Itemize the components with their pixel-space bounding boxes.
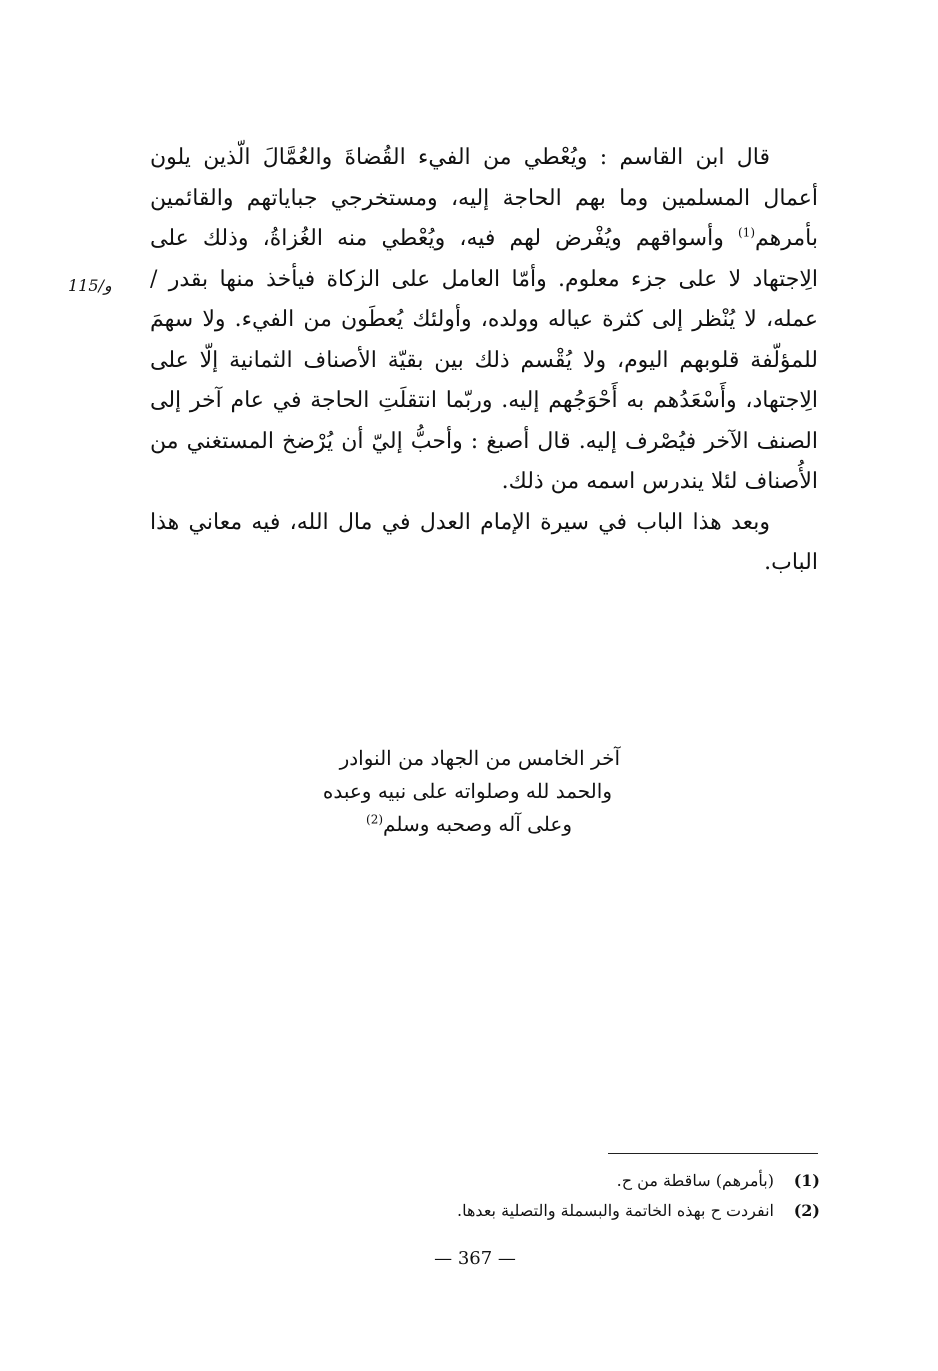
footnote-marker-1: (1) [737,225,755,240]
paragraph-2: وبعد هذا الباب في سيرة الإمام العدل في مال الله، فيه معاني هذا الباب. [150,509,818,575]
paragraph-1-text-start: قال ابن القاسم : ويُعْطي من الفيء القُضاةَ والعُمَّالَ الّذين يلون أعمال المسلمين وما بهم الحاجة إليه، ومستخرجي جباياتهم والقائمين بأمرهم [150,145,818,251]
main-text-block [150,138,818,584]
footnote-number: (1) [793,1171,820,1190]
colophon-line-3 [300,808,640,841]
manuscript-folio-note: 115/و [68,276,112,295]
paragraph-1 [150,138,818,503]
footnote-1 [380,1166,820,1196]
footnote-text: انفردت ح بهذه الخاتمة والبسملة والتصلية بعدها. [457,1201,774,1220]
paragraph-1-text-end: وأسواقهم ويُفْرض لهم فيه، ويُعْطي منه الغُزاةُ، وذلك على الِاجتهاد لا على جزء معلوم. وأمّا العامل على الزكاة فيأخذ منها بقدر / عمله، لا يُنْظر إلى كثرة عياله وولده، وأولئك يُعطَون من الفيء. ولا سهمَ للمؤلّفة قلوبهم اليوم، ولا يُقْسم ذلك بين بقيّة الأصناف الثمانية إلّا على الِاجتهاد، وأَسْعَدُهم به أَحْوَجُهم إليه. وربّما انتقلَتِ الحاجة في عام آخر إلى الصنف الآخر فيُصْرف إليه. قال أصبغ : وأحبُّ إليّ أن يُرْضخ المستغني من الأُصناف لئلا يندرس اسمه من ذلك. [150,226,818,494]
footnote-separator [608,1153,818,1154]
footnote-marker-2: (2) [366,812,384,827]
footnote-2 [380,1196,820,1226]
footnote-number: (2) [793,1201,820,1220]
page-number: — 367 — [434,1248,516,1269]
colophon [300,742,640,841]
colophon-line-3-text: وعلى آله وصحبه وسلم [383,812,572,836]
colophon-line-1: آخر الخامس من الجهاد من النوادر [339,746,620,770]
footnote-text: (بأمرهم) ساقطة من ح. [616,1171,774,1190]
colophon-line-2: والحمد لله وصلواته على نبيه وعبده [322,779,612,803]
footnotes [380,1166,820,1226]
